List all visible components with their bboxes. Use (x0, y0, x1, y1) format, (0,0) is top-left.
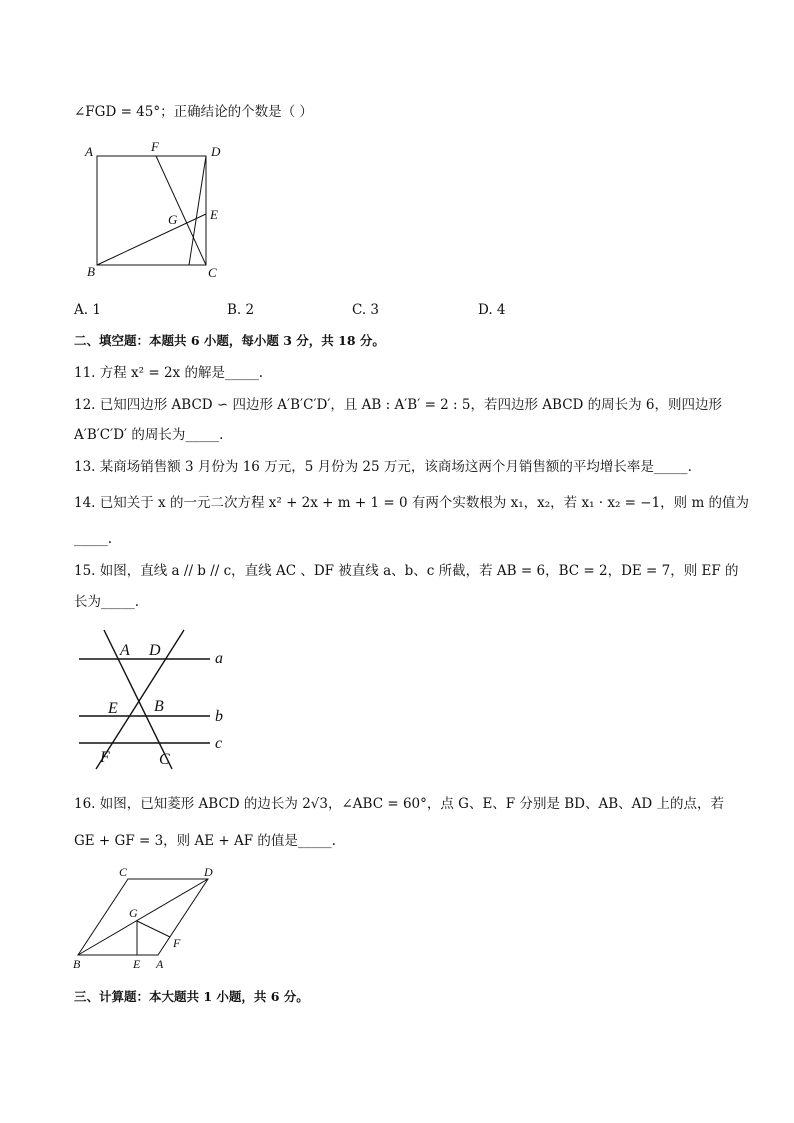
label-C: C (159, 751, 170, 768)
label-C: C (119, 865, 128, 879)
label-A: A (85, 144, 93, 159)
label-c: c (215, 735, 223, 752)
label-C: C (208, 265, 217, 280)
label-B: B (154, 698, 164, 715)
q14-line1: 14. 已知关于 x 的一元二次方程 x² + 2x + m + 1 = 0 有两个实数根为 x₁，x₂，若 x₁ · x₂ = −1，则 m 的值为 (74, 495, 750, 511)
choice-c: C. 3 (352, 302, 380, 318)
section3-title: 三、计算题：本大题共 1 小题，共 6 分。 (74, 989, 309, 1004)
label-A: A (156, 957, 164, 971)
q16-line1: 16. 如图，已知菱形 ABCD 的边长为 2√3，∠ABC = 60°，点 G、E、F 分别是 BD、AB、AD 上的点，若 (74, 796, 725, 812)
label-F: F (151, 139, 159, 154)
q16-line2: GE + GF = 3，则 AE + AF 的值是_____. (74, 833, 336, 849)
label-E: E (108, 700, 118, 717)
choice-a: A. 1 (74, 302, 101, 318)
label-E: E (210, 207, 218, 222)
q15-parallel-lines-figure (74, 624, 244, 774)
label-D: D (204, 865, 213, 879)
label-F: F (100, 749, 110, 766)
label-G: G (168, 212, 178, 227)
label-D: D (211, 144, 221, 159)
label-E: E (133, 957, 141, 971)
label-D: D (149, 642, 161, 659)
q14-line2: _____. (74, 531, 113, 547)
q13: 13. 某商场销售额 3 月份为 16 万元，5 月份为 25 万元，该商场这两个月销售额的平均增长率是_____. (74, 459, 692, 475)
q16-rhombus-figure (70, 862, 230, 974)
label-b: b (215, 708, 223, 725)
q10-square-figure (80, 138, 230, 283)
label-A: A (120, 642, 130, 659)
label-a: a (215, 650, 223, 667)
q11: 11. 方程 x² = 2x 的解是_____. (74, 365, 264, 381)
q12-line1: 12. 已知四边形 ABCD ∽ 四边形 A′B′C′D′，且 AB : A′B′ = 2 : 5，若四边形 ABCD 的周长为 6，则四边形 (74, 397, 723, 413)
q15-line2: 长为_____. (74, 594, 140, 610)
label-B: B (73, 957, 81, 971)
label-G: G (129, 906, 138, 920)
q12-line2: A′B′C′D′ 的周长为_____. (74, 427, 224, 443)
q10-tail: ∠FGD = 45°；正确结论的个数是（ ） (74, 104, 313, 120)
section2-title: 二、填空题：本题共 6 小题，每小题 3 分，共 18 分。 (74, 333, 385, 348)
q15-line1: 15. 如图，直线 a // b // c，直线 AC 、DF 被直线 a、b、c 所截，若 AB = 6，BC = 2，DE = 7，则 EF 的 (74, 563, 739, 579)
label-F: F (173, 936, 181, 950)
label-B: B (87, 264, 95, 279)
choice-d: D. 4 (478, 302, 506, 318)
choice-b: B. 2 (227, 302, 255, 318)
